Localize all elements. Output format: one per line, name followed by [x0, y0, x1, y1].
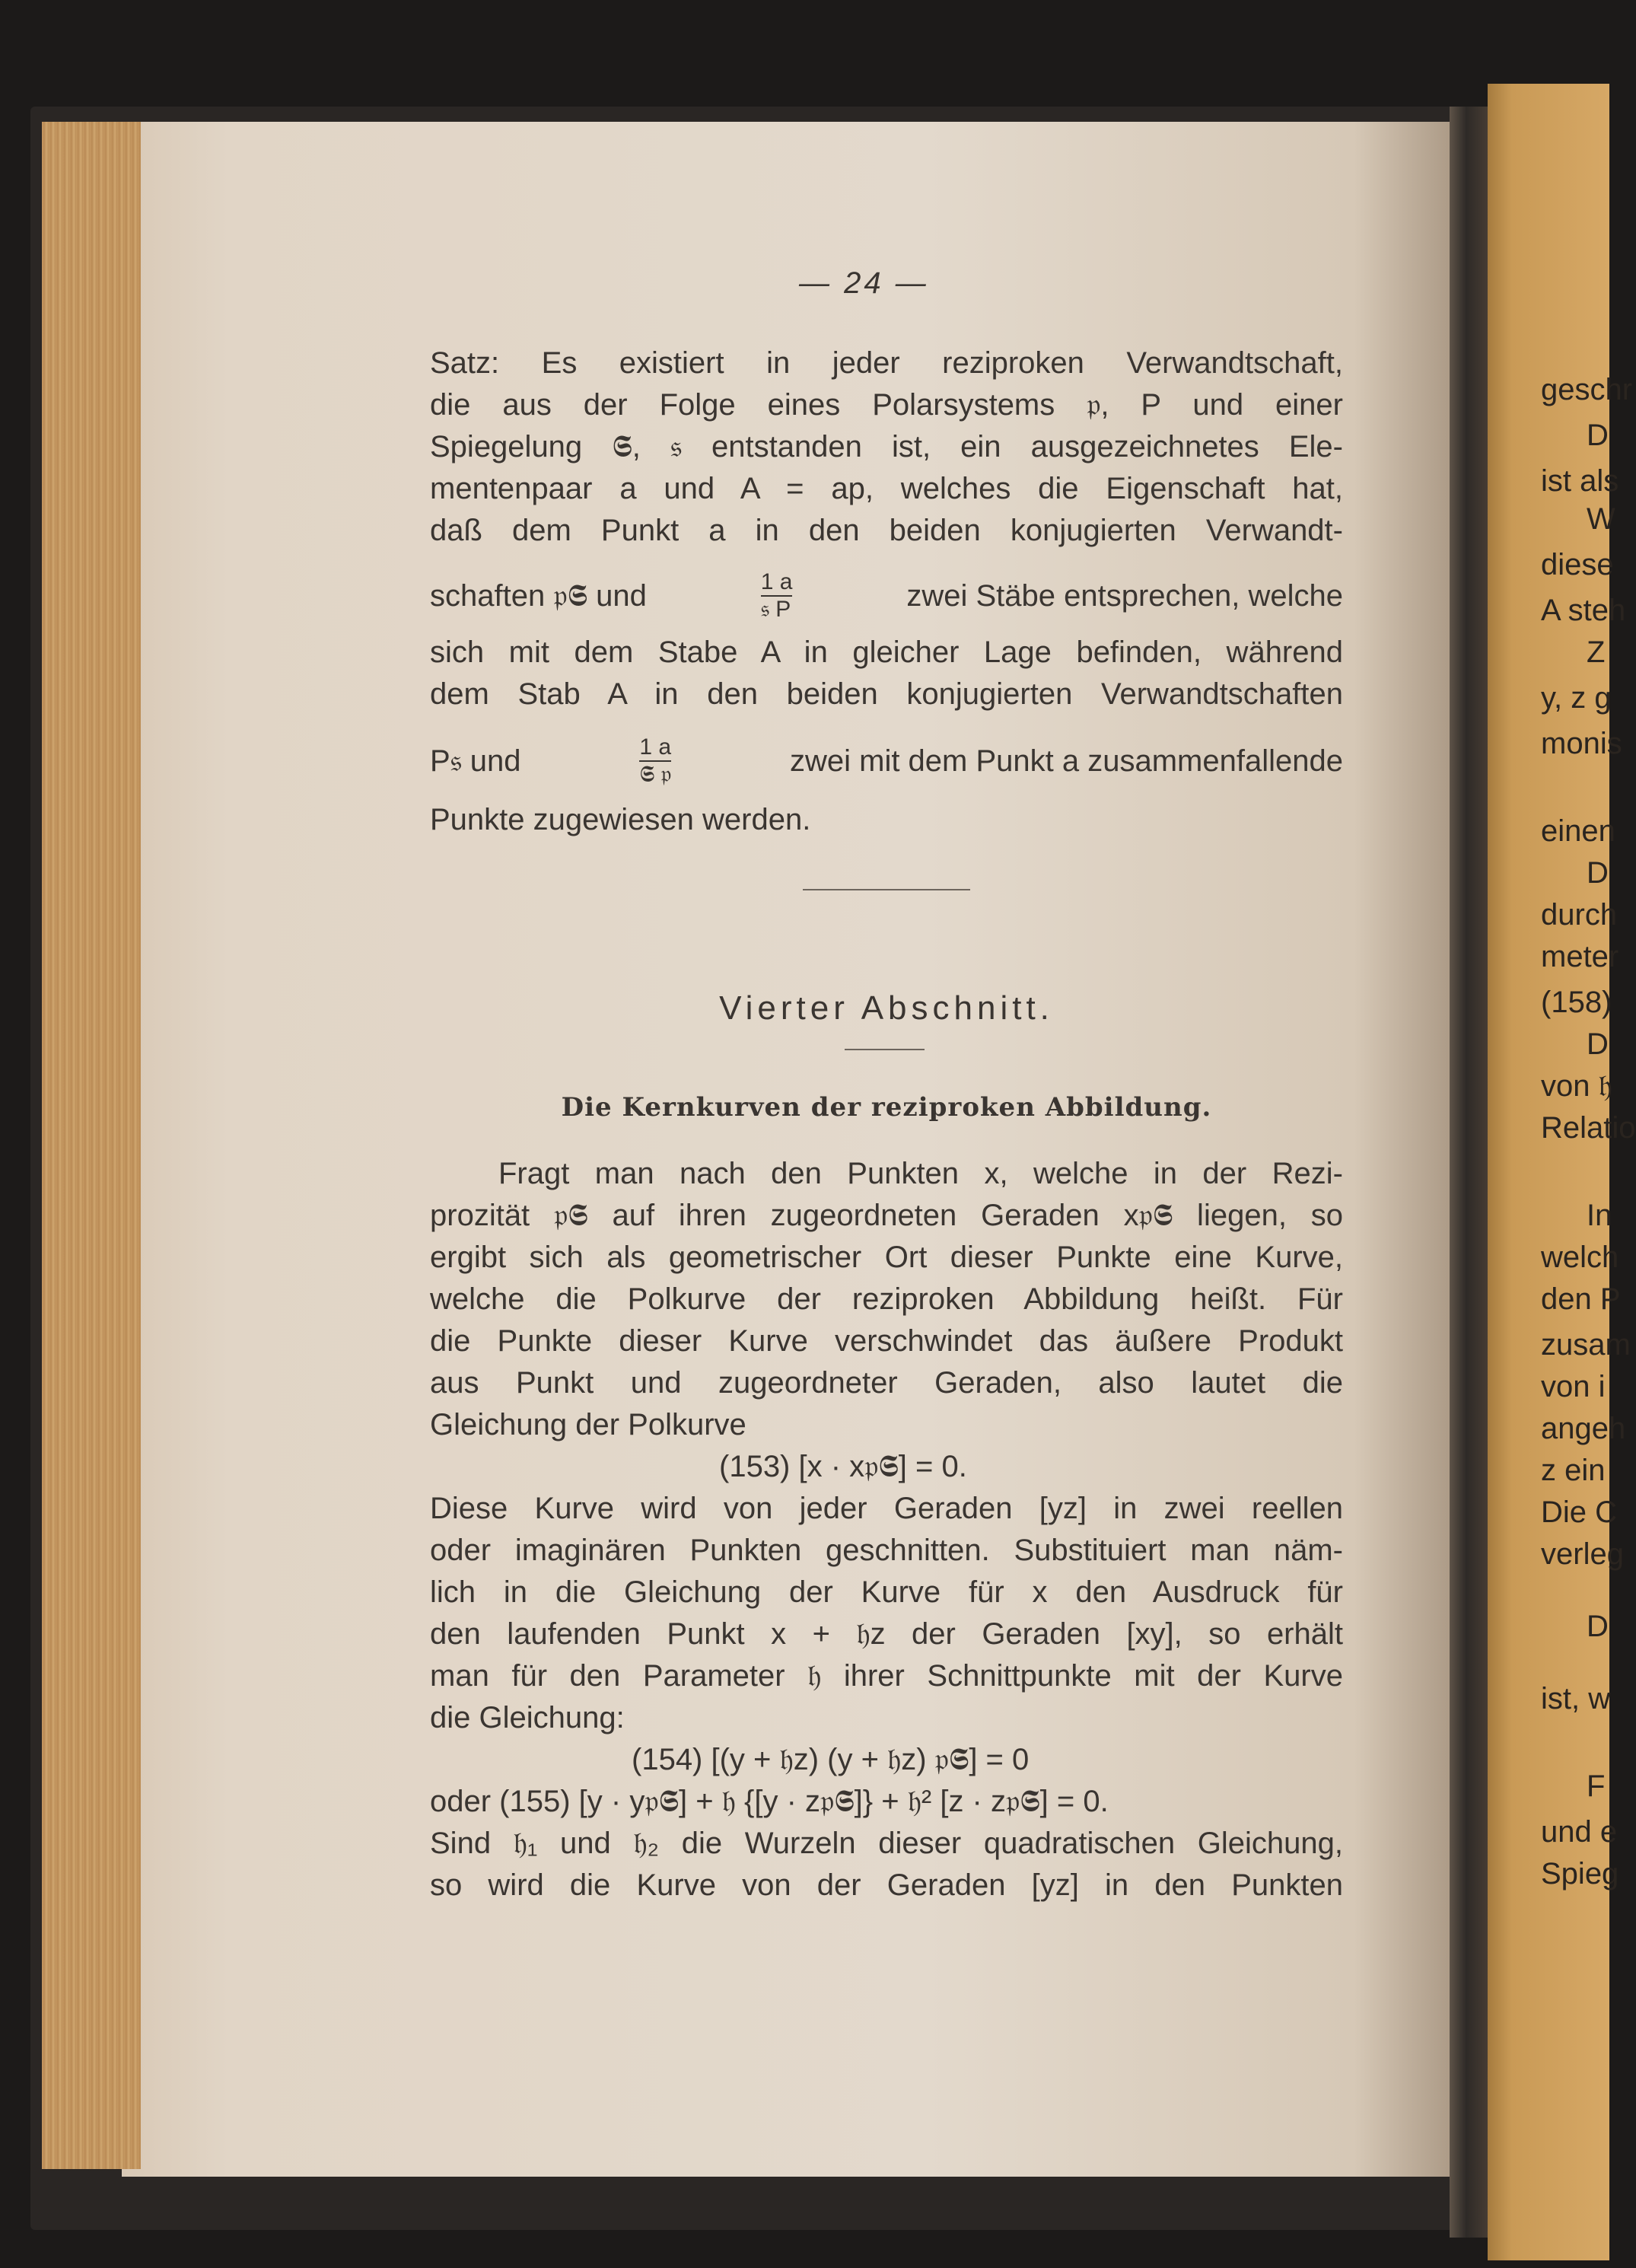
- theorem-line: sich mit dem Stabe A in gleicher Lage befinden, während: [430, 635, 1343, 669]
- theorem-text: zwei mit dem Punkt a zusammenfallende: [789, 744, 1343, 778]
- fraction-denominator: 𝕾 𝔭: [639, 762, 672, 787]
- right-page-text: In: [1587, 1199, 1612, 1232]
- fraction: [761, 569, 793, 623]
- heading-rule: [845, 1049, 925, 1050]
- equation-155: oder (155) [y · y𝔭𝕾] + 𝔥 {[y · z𝔭𝕾]} + 𝔥² [z · z𝔭𝕾] = 0.: [430, 1785, 1109, 1818]
- theorem-line: daß dem Punkt a in den beiden konjugierten Verwandt-: [430, 514, 1343, 547]
- theorem-text: P𝔰 und: [430, 744, 521, 778]
- right-page-text: y, z g: [1541, 681, 1612, 715]
- right-page-text: geschr: [1541, 373, 1633, 406]
- section-subheading: Die Kernkurven der reziproken Abbildung.: [561, 1092, 1212, 1123]
- right-page-text: meter: [1541, 940, 1619, 973]
- paragraph-line: prozität 𝔭𝕾 auf ihren zugeordneten Geraden x𝔭𝕾 liegen, so: [430, 1199, 1343, 1232]
- paragraph-line: oder imaginären Punkten geschnitten. Substituiert man näm-: [430, 1534, 1343, 1567]
- right-page-text: durch: [1541, 898, 1618, 932]
- paragraph-line: ergibt sich als geometrischer Ort dieser Punkte eine Kurve,: [430, 1241, 1343, 1274]
- right-page-text: welch: [1541, 1241, 1619, 1274]
- fraction-numerator: 1 a: [761, 569, 793, 597]
- right-page-text: Die C: [1541, 1496, 1618, 1529]
- right-page-text: einen: [1541, 814, 1615, 848]
- book-gutter: [1450, 107, 1491, 2238]
- right-page-text: diese: [1541, 548, 1614, 581]
- paragraph-line: aus Punkt und zugeordneter Geraden, also lautet die: [430, 1366, 1343, 1400]
- right-page-text: z ein: [1541, 1454, 1606, 1487]
- right-page-text: (158): [1541, 986, 1612, 1019]
- paragraph-line: so wird die Kurve von der Geraden [yz] in den Punkten: [430, 1868, 1343, 1902]
- right-page-text: den P: [1541, 1282, 1621, 1316]
- paragraph-line: den laufenden Punkt x + 𝔥z der Geraden [xy], so erhält: [430, 1617, 1343, 1651]
- paragraph-line: Gleichung der Polkurve: [430, 1408, 746, 1441]
- right-page-text: Z: [1587, 635, 1606, 669]
- theorem-line: mentenpaar a und A = ap, welches die Eigenschaft hat,: [430, 472, 1343, 505]
- equation-153: (153) [x · x𝔭𝕾] = 0.: [719, 1450, 967, 1483]
- fraction-denominator: 𝔰 P: [760, 597, 791, 622]
- fraction: [639, 734, 671, 788]
- paragraph-line: Diese Kurve wird von jeder Geraden [yz] in zwei reellen: [430, 1492, 1343, 1525]
- paragraph-line: lich in die Gleichung der Kurve für x den Ausdruck für: [430, 1575, 1343, 1609]
- right-page-text: D: [1587, 419, 1609, 452]
- right-page-text: von 𝔥: [1541, 1069, 1612, 1103]
- right-page-text: ist als: [1541, 464, 1619, 498]
- equation-154: (154) [(y + 𝔥z) (y + 𝔥z) 𝔭𝕾] = 0: [632, 1743, 1030, 1776]
- theorem-line-fraction-1: [430, 569, 1343, 623]
- theorem-text: zwei Stäbe entsprechen, welche: [906, 578, 1343, 613]
- section-heading: Vierter Abschnitt.: [719, 989, 1054, 1027]
- right-page-text: monis: [1541, 727, 1622, 760]
- right-page-text: angeh: [1541, 1412, 1626, 1445]
- right-page: [1488, 84, 1609, 2260]
- right-page-text: W: [1587, 502, 1615, 536]
- paragraph-line: Fragt man nach den Punkten x, welche in der Rezi-: [498, 1157, 1343, 1190]
- theorem-line: Spiegelung 𝕾, 𝔰 entstanden ist, ein ausgezeichnetes Ele-: [430, 430, 1343, 463]
- fraction-numerator: 1 a: [639, 734, 671, 762]
- paragraph-line: Sind 𝔥₁ und 𝔥₂ die Wurzeln dieser quadratischen Gleichung,: [430, 1827, 1343, 1860]
- right-page-text: Spieg: [1541, 1857, 1619, 1891]
- right-page-text: D: [1587, 1610, 1609, 1643]
- theorem-line: Satz: Es existiert in jeder reziproken Verwandtschaft,: [430, 346, 1343, 380]
- theorem-line: die aus der Folge eines Polarsystems 𝔭, P und einer: [430, 388, 1343, 422]
- right-page-text: ist, w: [1541, 1682, 1611, 1715]
- page-edges: [42, 122, 141, 2169]
- right-page-text: verleg: [1541, 1537, 1624, 1571]
- separator-rule: [803, 889, 970, 890]
- page-number: — 24 —: [799, 266, 929, 300]
- right-page-text: und e: [1541, 1815, 1618, 1849]
- paragraph-line: man für den Parameter 𝔥 ihrer Schnittpunkte mit der Kurve: [430, 1659, 1343, 1693]
- right-page-text: von i: [1541, 1370, 1606, 1403]
- paragraph-line: welche die Polkurve der reziproken Abbildung heißt. Für: [430, 1282, 1343, 1316]
- right-page-text: D: [1587, 1027, 1609, 1061]
- right-page-text: A steh: [1541, 594, 1626, 627]
- right-page-text: F: [1587, 1769, 1606, 1803]
- paragraph-line: die Gleichung:: [430, 1701, 625, 1734]
- theorem-line: dem Stab A in den beiden konjugierten Verwandtschaften: [430, 677, 1343, 711]
- right-page-text: Relatio: [1541, 1111, 1636, 1145]
- theorem-line-fraction-2: [430, 734, 1343, 788]
- paragraph-line: die Punkte dieser Kurve verschwindet das äußere Produkt: [430, 1324, 1343, 1358]
- theorem-line: Punkte zugewiesen werden.: [430, 803, 811, 836]
- right-page-text: zusam: [1541, 1328, 1631, 1362]
- theorem-text: schaften 𝔭𝕾 und: [430, 578, 647, 613]
- right-page-text: D: [1587, 856, 1609, 890]
